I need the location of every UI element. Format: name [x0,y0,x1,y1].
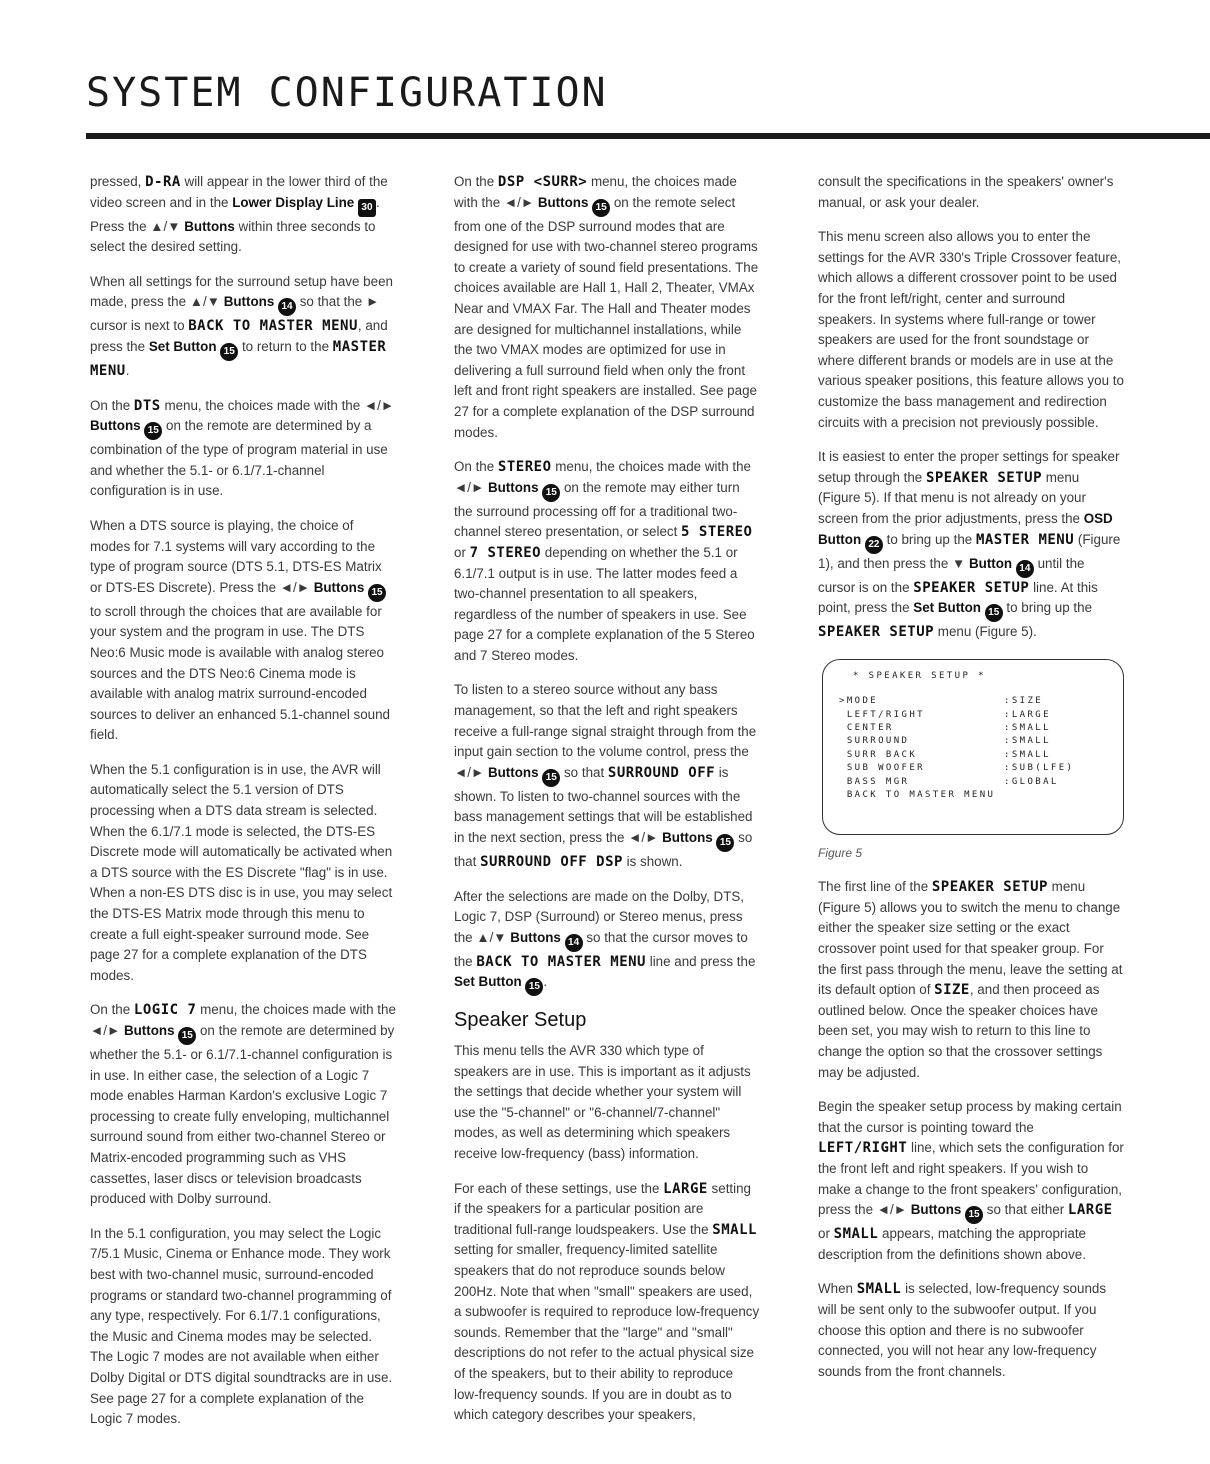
button-ref: Buttons [123,1023,175,1038]
osd-text: SPEAKER SETUP [925,469,1043,486]
button-ref: Button [968,555,1013,571]
figure-caption: Figure 5 [818,845,863,860]
page-title: SYSTEM CONFIGURATION [86,70,608,116]
callout-number: 14 [278,298,296,316]
column-1 [90,172,396,1444]
col2-paragraph-2: On the STEREO menu, the choices made with the ◄/► Buttons 15 on the remote may either turn the surround processing off for a traditional two-channel stereo presentation, or select 5 STEREO or 7 STEREO depending on whether the 5.1 or 6.1/7.1 output is in use. The latter modes feed a two-channel presentation to all speakers, regardless of the number of speakers in use. See page 27 for a complete explanation of the 5 Stereo and 7 Stereo modes. [454,459,755,663]
callout-number: 15 [368,584,386,602]
osd-text: SPEAKER SETUP [818,624,935,641]
callout-number: 15 [178,1027,196,1045]
button-ref: Set Button [454,974,522,990]
callout-number: 15 [144,422,162,440]
osd-row: >MODE :SIZE [839,696,1044,707]
col3-paragraph-4: The first line of the SPEAKER SETUP menu (Figure 5) allows you to switch the menu to change either the speaker size setting or the exact crossover point used for that speaker group. For the first pass through the menu, leave the setting at its default option of SIZE, and then proceed as outlined below. Once the speaker choices have been set, you may wish to return to this line to change the option so that the crossover settings may be adjusted. [818,879,1123,1080]
osd-text: SMALL [712,1221,757,1238]
col2-paragraph-5: This menu tells the AVR 330 which type of speakers are in use. This is important as it adjusts the settings that decide whether your system will use the "5-channel" or "6-channel/7-channel" modes, as well as determining which speakers receive low-frequency (bass) information. [454,1043,751,1161]
button-ref: Buttons [910,1202,962,1218]
button-ref: Buttons [662,830,713,846]
osd-row: CENTER :SMALL [839,722,1051,733]
osd-text: D-RA [145,174,181,190]
callout-number: 15 [985,604,1003,622]
osd-text: 5 STEREO [681,524,753,541]
osd-text: SPEAKER SETUP [913,579,1030,596]
col1-paragraph-6: On the LOGIC 7 menu, the choices made with the ◄/► Buttons 15 on the remote are determined by whether the 5.1- or 6.1/7.1-channel configuration is in use. In either case, the selection of a Logic 7 mode enables Harman Kardon's exclusive Logic 7 processing to create fully enveloping, multichannel surround sound from either two-channel Stereo or Matrix-encoded programming such as VHS cassettes, laser discs or television broadcasts produced with Dolby surround. [90,1002,396,1207]
osd-text: MASTER MENU [90,338,387,379]
osd-text: SMALL [833,1226,879,1243]
col3-paragraph-2: This menu screen also allows you to enter the settings for the AVR 330's Triple Crossover feature, which allows a different crossover point to be used for the front left/right, center and surround speakers. In systems where full-range or tower speakers are used for the front soundstage or where different brands or models are in use at the various speaker positions, this feature allows you to customize the bass management and redirection circuits with a precision not previously possible. [818,229,1124,430]
osd-row: SURROUND :SMALL [839,736,1051,747]
column-2 [454,172,760,1440]
osd-row: BACK TO MASTER MENU [839,789,996,800]
callout-number: 15 [542,769,560,787]
col1-paragraph-5: When the 5.1 configuration is in use, the AVR will automatically select the 5.1 version of DTS processing when a DTS data stream is selected. When the 6.1/7.1 mode is selected, the DTS-ES Discrete mode will automatically be activated when a DTS source with the ES Discrete "flag" is in use. When a non-ES DTS disc is in use, you may select the DTS-ES Matrix mode through this menu to create a full eight-speaker surround mode. See page 27 for a complete explanation of the DTS modes. [90,761,393,983]
speaker-setup-osd-screen [822,659,1124,835]
osd-text: SURROUND OFF [607,764,716,781]
button-ref: Buttons [487,764,539,780]
callout-number: 22 [865,536,883,554]
osd-text: LARGE [663,1180,708,1197]
button-ref: Buttons [90,418,141,434]
button-ref: Buttons [223,294,275,310]
callout-number: 15 [592,199,610,217]
osd-row: LEFT/RIGHT :LARGE [839,709,1051,720]
col1-paragraph-4: When a DTS source is playing, the choice of modes for 7.1 systems will vary according to the type of program source (DTS 5.1, DTS-ES Matrix or DTS-ES Discrete). Press the ◄/► Buttons 15 to scroll through the choices that are available for your system and the program in use. The DTS Neo:6 Music mode is available with analog stereo sources and the DTS Neo:6 Cinema mode is available with analog matrix surround-encoded sources to deliver an enhanced 5.1-channel sound field. [90,517,391,743]
osd-text: LEFT/RIGHT [818,1140,908,1157]
osd-text: BACK TO MASTER MENU [188,318,358,335]
osd-text: MASTER MENU [975,531,1075,548]
osd-text: 7 STEREO [469,544,542,561]
osd-row: BASS MGR :GLOBAL [839,776,1059,787]
osd-row: SUB WOOFER :SUB(LFE) [839,763,1075,774]
osd-text: SIZE [934,982,970,999]
button-ref: Buttons [510,929,561,945]
osd-text: LARGE [1067,1202,1113,1219]
col1-paragraph-3: On the DTS menu, the choices made with the ◄/► Buttons 15 on the remote are determined by a combination of the type of program material in use and whether the 5.1- or 6.1/7.1-channel configuration is in use. [90,397,395,499]
column-3 [818,172,1124,1396]
col3-paragraph-3: It is easiest to enter the proper settings for speaker setup through the SPEAKER SETUP menu (Figure 5). If that menu is not already on your screen from the prior adjustments, press the OSD Button 22 to bring up the MASTER MENU (Figure 1), and then press the ▼ Button 14 until the cursor is on the SPEAKER SETUP line. At this point, press the Set Button 15 to bring up the SPEAKER SETUP menu (Figure 5). [818,449,1121,641]
osd-text: SURROUND OFF DSP [480,854,623,871]
osd-text: LOGIC 7 [133,1002,197,1019]
callout-number: 15 [542,484,560,502]
button-ref: OSD Button [818,510,1113,547]
callout-number: 15 [716,834,734,852]
col3-paragraph-5: Begin the speaker setup process by making certain that the cursor is pointing toward the LEFT/RIGHT line, which sets the configuration for the front left and right speakers. If you wish to make a change to the front speakers' configuration, press the ◄/► Buttons 15 so that either LARGE or SMALL appears, matching the appropriate description from the definitions shown above. [818,1099,1124,1262]
col2-paragraph-6: For each of these settings, use the LARGE setting if the speakers for a particular position are traditional full-range loudspeakers. Use the SMALL setting for smaller, frequency-limited satellite speakers that do not reproduce sounds below 200Hz. Note that when "small" speakers are used, a subwoofer is required to reproduce low-frequency sounds. Remember that the "large" and "small" descriptions do not refer to the actual physical size of the speakers, but to their ability to reproduce low-frequency sounds. If you are in doubt as to which category describes your speakers, [454,1180,760,1423]
button-ref: Buttons [537,194,589,210]
col2-paragraph-3: To listen to a stereo source without any bass management, so that the left and right speakers receive a full-range signal straight through from the input gain section to the volume control, press the ◄/► Buttons 15 so that SURROUND OFF is shown. To listen to two-channel sources with the bass management settings that will be established in the next section, press the ◄/► Buttons 15 so that SURROUND OFF DSP is shown. [454,682,757,871]
button-ref: Buttons [313,579,365,595]
callout-number: 14 [565,934,583,952]
col3-paragraph-1: consult the specifications in the speakers' owner's manual, or ask your dealer. [818,174,1114,210]
section-heading: Speaker Setup [454,1009,587,1032]
osd-text: DSP <SURR> [497,174,588,190]
col2-paragraph-1: On the DSP <SURR> menu, the choices made with the ◄/► Buttons 15 on the remote select from one of the DSP surround modes that are designed for use with two-channel stereo programs to create a variety of sound field presentations. The choices available are Hall 1, Hall 2, Theater, VMAx Near and VMAX Far. The Hall and Theater modes are designed for multichannel installations, while the two VMAX modes are optimized for use in delivering a full surround field when only the front left and front right speakers are installed. See page 27 for a complete explanation of the DSP surround modes. [454,174,759,440]
button-ref: Buttons [184,218,235,234]
osd-text: STEREO [497,459,552,476]
col1-paragraph-7: In the 5.1 configuration, you may select the Logic 7/5.1 Music, Cinema or Enhance mode. They work best with two-channel music, surround-encoded programs or standard two-channel programming of any type, respectively. For 6.1/7.1 configurations, the Music and Cinema modes may be selected. The Logic 7 modes are not available when either Dolby Digital or DTS digital soundtracks are in use. See page 27 for a complete explanation of the Logic 7 modes. [90,1225,393,1427]
button-ref: Buttons [487,479,539,495]
col2-paragraph-4: After the selections are made on the Dolby, DTS, Logic 7, DSP (Surround) or Stereo menus, press the ▲/▼ Buttons 14 so that the cursor moves to the BACK TO MASTER MENU line and press the Set Button 15 . [454,887,760,997]
col1-paragraph-1: pressed, D-RA will appear in the lower third of the video screen and in the Lower Display Line 30 . Press the ▲/▼ Buttons within three seconds to select the desired setting. [90,174,388,255]
callout-number: 15 [220,343,238,361]
osd-screen-header: * SPEAKER SETUP * [853,670,986,681]
col1-paragraph-2: When all settings for the surround setup have been made, press the ▲/▼ Buttons 14 so that the ► cursor is next to BACK TO MASTER MENU, and press the Set Button 15 to return to the MASTER MENU. [90,273,393,379]
osd-text: BACK TO MASTER MENU [476,953,646,970]
callout-number: 30 [358,199,376,217]
osd-text: DTS [133,397,161,414]
button-ref: Set Button [913,600,981,616]
callout-number: 15 [525,978,543,996]
callout-number: 14 [1016,560,1034,578]
callout-number: 15 [965,1206,983,1224]
col3-paragraph-6: When SMALL is selected, low-frequency sounds will be sent only to the subwoofer output. If you choose this option and there is no subwoofer connected, you will not hear any low-frequency sounds from the front channels. [818,1281,1107,1379]
button-ref: Set Button [148,338,217,354]
button-ref: Lower Display Line [232,194,355,210]
title-rule [86,133,1210,139]
osd-text: SMALL [856,1281,902,1298]
osd-text: SPEAKER SETUP [931,879,1048,896]
osd-row: SURR BACK :SMALL [839,749,1051,760]
